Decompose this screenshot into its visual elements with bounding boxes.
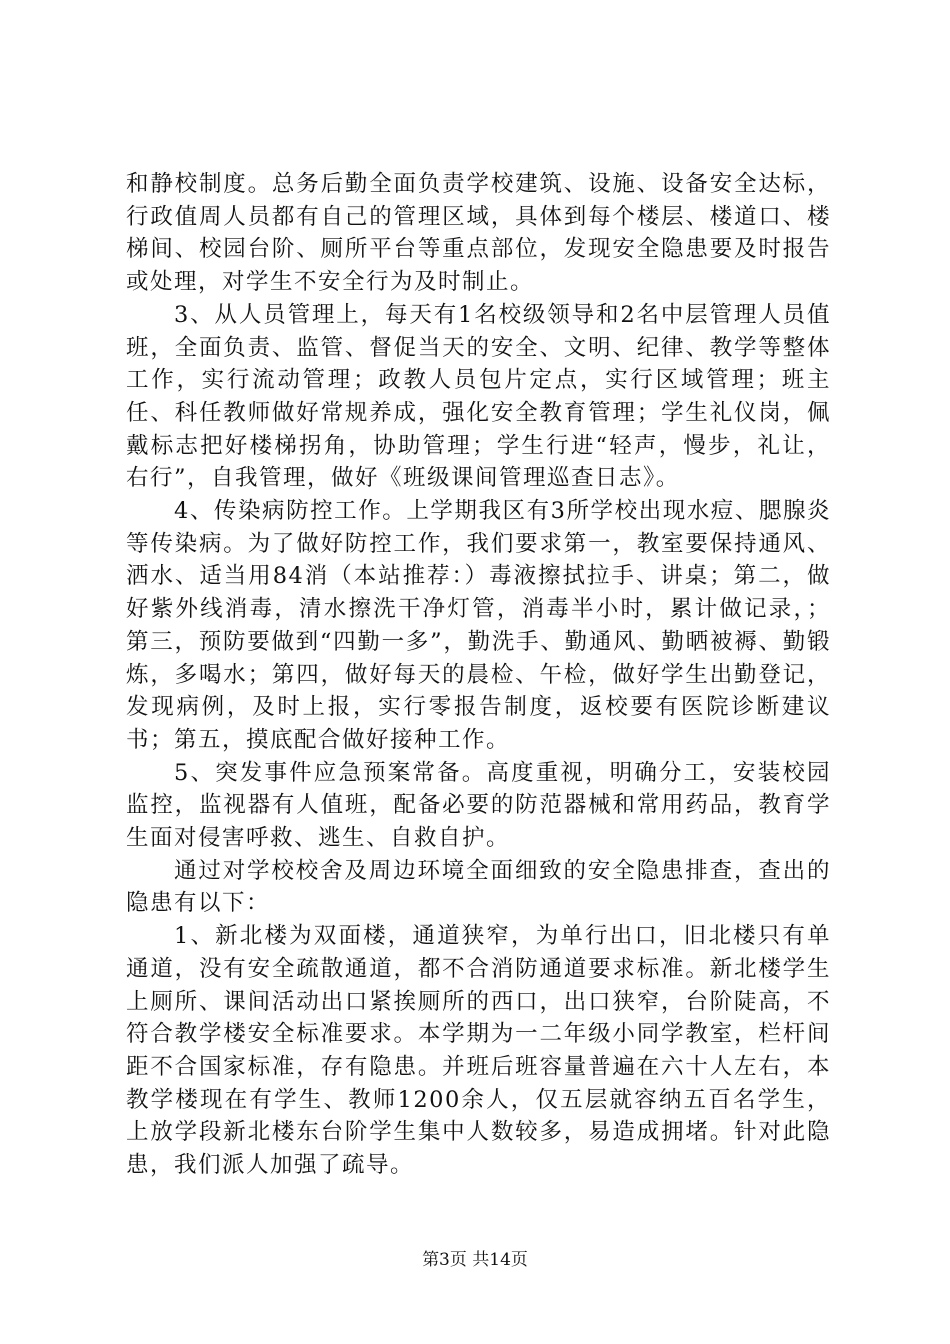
document-body [126,168,831,1182]
paragraph-item-4: 4、传染病防控工作。上学期我区有3所学校出现水痘、腮腺炎等传染病。为了做好防控工作，我们要求第一，教室要保持通风、洒水、适当用84消（本站推荐：）毒液擦拭拉手、讲桌；第二，做好紫外线消毒，清水擦洗干净灯管，消毒半小时，累计做记录，；第三，预防要做到“四勤一多”，勤洗手、勤通风、勤晒被褥、勤锻炼，多喝水；第四，做好每天的晨检、午检，做好学生出勤登记，发现病例，及时上报，实行零报告制度，返校要有医院诊断建议书；第五，摸底配合做好接种工作。 [126,498,831,753]
paragraph-hazard-1: 1、新北楼为双面楼，通道狭窄，为单行出口，旧北楼只有单通道，没有安全疏散通道，都不合消防通道要求标准。新北楼学生上厕所、课间活动出口紧挨厕所的西口，出口狭窄，台阶陡高，不符合教学楼安全标准要求。本学期为一二年级小同学教室，栏杆间距不合国家标准，存有隐患。并班后班容量普遍在六十人左右，本教学楼现在有学生、教师1200余人，仅五层就容纳五百名学生，上放学段新北楼东台阶学生集中人数较多，易造成拥堵。针对此隐患，我们派人加强了疏导。 [126,923,831,1179]
paragraph-item-3: 3、从人员管理上，每天有1名校级领导和2名中层管理人员值班，全面负责、监管、督促当天的安全、文明、纪律、教学等整体工作，实行流动管理；政教人员包片定点，实行区域管理；班主任、科任教师做好常规养成，强化安全教育管理；学生礼仪岗，佩戴标志把好楼梯拐角，协助管理；学生行进“轻声，慢步，礼让，右行”，自我管理，做好《班级课间管理巡查日志》。 [126,301,831,492]
paragraph-item-5: 5、突发事件应急预案常备。高度重视，明确分工，安装校园监控，监视器有人值班，配备必要的防范器械和常用药品，教育学生面对侵害呼救、逃生、自救自护。 [126,759,831,852]
page-footer: 第3页 共14页 [422,1250,528,1270]
paragraph-hazards-intro: 通过对学校校舍及周边环境全面细致的安全隐患排查，查出的隐患有以下： [126,857,831,917]
paragraph-continuation: 和静校制度。总务后勤全面负责学校建筑、设施、设备安全达标，行政值周人员都有自己的管理区域，具体到每个楼层、楼道口、楼梯间、校园台阶、厕所平台等重点部位，发现安全隐患要及时报告或处理，对学生不安全行为及时制止。 [126,171,831,296]
